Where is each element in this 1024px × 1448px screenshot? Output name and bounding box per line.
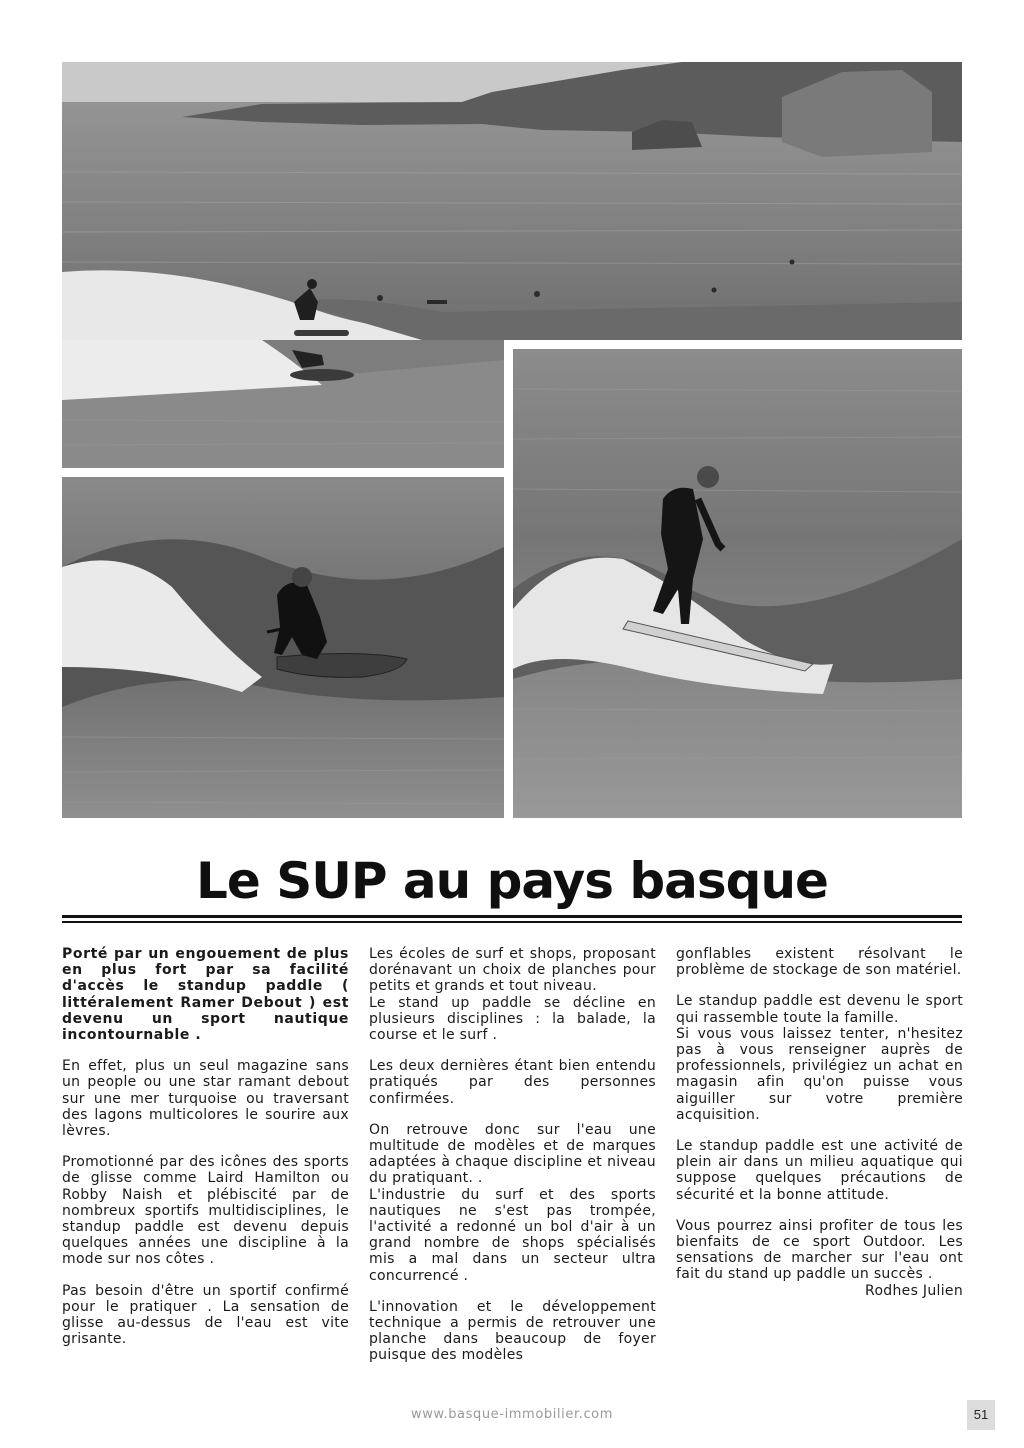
footer-website-link[interactable]: www.basque-immobilier.com [410,1407,614,1422]
photo-surfer-riding [513,349,962,818]
paragraph: gonflables existent résolvant le problème de stockage de son matériel. [676,946,963,979]
title-rule-bottom [62,921,962,923]
paragraph: Pas besoin d'être un sportif confirmé pour le pratiquer . La sensation de glisse au-dessus de l'eau est vite grisante. [62,1282,349,1348]
photo-divider-vertical [504,340,513,818]
paragraph: Les deux dernières étant bien entendu pratiqués par des personnes confirmées. [369,1058,656,1107]
paragraph: L'innovation et le développement technique a permis de retrouver une planche dans beaucoup de foyer puisque des modèles [369,1298,656,1364]
paragraph: Le standup paddle est devenu le sport qui rassemble toute la famille. [676,993,963,1026]
paragraph: Promotionné par des icônes des sports de glisse comme Laird Hamilton ou Robby Naish et plébiscité par de nombreux sportifs multidisciplines, le standup paddle est devenu depuis quelques années une discipline à la mode sur nos côtes . [62,1154,349,1268]
photo-divider-horizontal [504,340,962,349]
article-lead: Porté par un engouement de plus en plus fort par sa facilité d'accès le standup paddle ( littéralement Ramer Debout ) est devenu un sport nautique incontournable . [62,946,349,1044]
paragraph: On retrouve donc sur l'eau une multitude de modèles et de marques adaptées à chaque discipline et niveau du pratiquant. . [369,1121,656,1187]
photo-surfer-crouched [62,477,504,818]
photo-divider-horizontal-left [62,468,504,477]
article-author: Rodhes Julien [865,1282,963,1299]
page-number: 51 [967,1400,995,1430]
paragraph: Le stand up paddle se décline en plusieurs disciplines : la balade, la course et le surf . [369,994,656,1044]
article-column-3 [676,946,963,1314]
photo-wave-section [62,340,504,468]
title-rule-top [62,915,962,918]
paragraph: Vous pourrez ainsi profiter de tous les bienfaits de ce sport Outdoor. Les sensations de marcher sur l'eau ont fait du stand up paddle un succès . [676,1217,963,1283]
paragraph: Le standup paddle est une activité de plein air dans un milieu aquatique qui suppose quelques précautions de sécurité et la bonne attitude. [676,1138,963,1203]
article-column-1 [62,946,349,1362]
paragraph: En effet, plus un seul magazine sans un people ou une star ramant debout sur une mer turquoise ou traversant des lagons multicolores le sourire aux lèvres. [62,1058,349,1140]
paragraph: L'industrie du surf et des sports nautiques ne s'est pas trompée, l'activité a redonné un bol d'air à un grand nombre de shops spécialisés mis a mal dans un secteur ultra concurrencé . [369,1186,656,1284]
article-title: Le SUP au pays basque [196,852,828,910]
paragraph: Les écoles de surf et shops, proposant dorénavant un choix de planches pour petits et grands et tout niveau. [369,946,656,995]
paragraph: Si vous vous laissez tenter, n'hesitez pas à vous renseigner auprès de professionnels, privilégiez un achat en magasin afin qu'on puisse vous aiguiller sur votre première acquisition. [676,1025,963,1123]
photo-coastline-surfers [62,62,962,340]
article-column-2 [369,946,656,1379]
